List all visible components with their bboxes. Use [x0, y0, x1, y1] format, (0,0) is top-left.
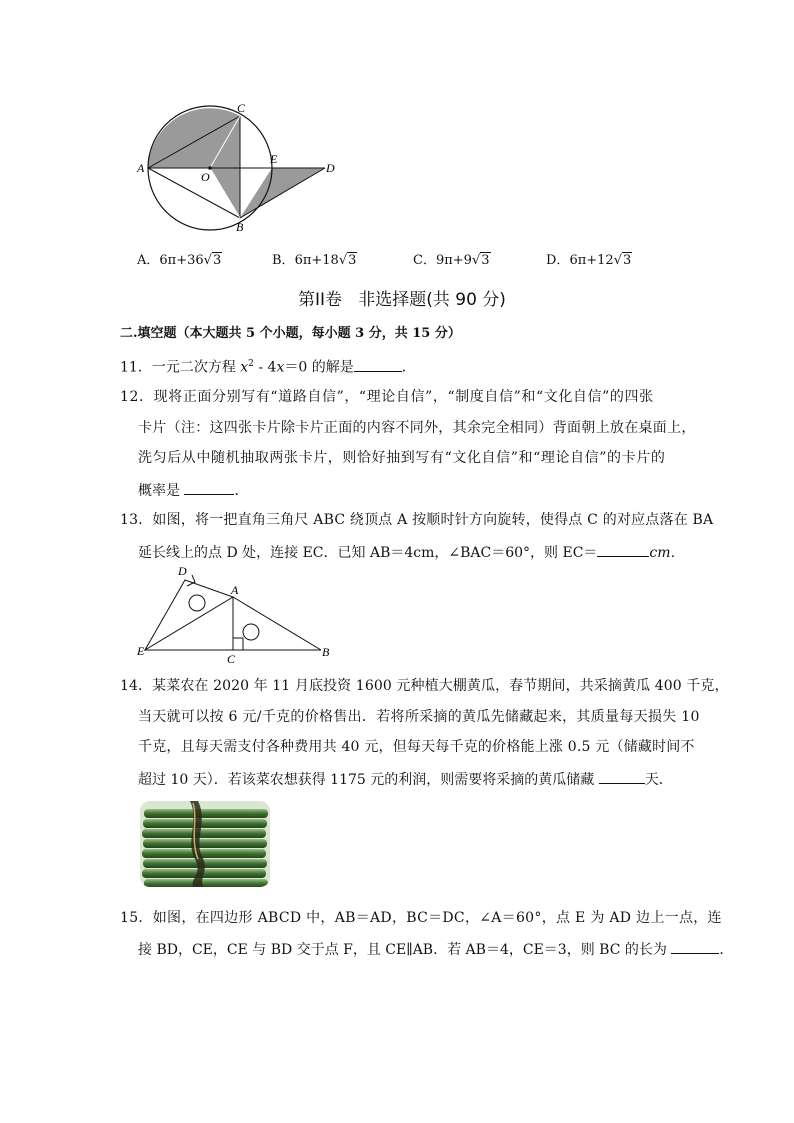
- question-11: 11．一元二次方程 $x^2 - 4x=0$ 的解是 ．: [120, 355, 416, 377]
- option-d: D．6π+12√3: [546, 253, 632, 268]
- label-d: D: [326, 161, 335, 175]
- label-b2: B: [322, 645, 330, 659]
- question-14-line-1: 14．某菜农在 2020 年 11 月底投资 1600 元种植大棚黄瓜，春节期间，共采摘黄瓜 400 千克，: [120, 678, 729, 694]
- question-15-line-2: 接 BD，CE，CE 与 BD 交于点 F，且 CE∥AB．若 AB＝4，CE＝3，则 BC 的长为 ．: [138, 939, 733, 959]
- label-e2: E: [137, 644, 145, 658]
- label-c: C: [237, 101, 246, 115]
- option-b: B．6π+18√3: [272, 253, 357, 268]
- question-14-line-2: 当天就可以按 6 元/千克的价格售出．若将所采摘的黄瓜先储藏起来，其质量每天损失 10: [138, 709, 700, 725]
- label-a2: A: [231, 583, 239, 597]
- question-12-line-3: 洗匀后从中随机抽取两张卡片，则恰好抽到写有“文化自信”和“理论自信”的卡片的: [138, 450, 666, 466]
- option-c: C．9π+9√3: [413, 253, 490, 268]
- answer-blank[interactable]: [671, 939, 719, 954]
- cucumber-photo: [140, 801, 270, 887]
- question-14-line-3: 千克，且每天需支付各种费用共 40 元，但每天每千克的价格能上涨 0.5 元（储藏时间不: [138, 739, 695, 755]
- question-13-line-1: 13．如图，将一把直角三角尺 ABC 绕顶点 A 按顺时针方向旋转，使得点 C 的对应点落在 BA: [120, 512, 714, 528]
- section-header: 二.填空题（本大题共 5 个小题，每小题 3 分，共 15 分）: [120, 326, 461, 341]
- section-title: 第II卷 非选择题(共 90 分): [298, 290, 506, 310]
- circle-figure: [132, 100, 352, 235]
- label-o: O: [201, 170, 210, 184]
- label-d2: D: [178, 564, 187, 578]
- question-13-line-2: 延长线上的点 D 处，连接 EC．已知 AB＝4cm，∠BAC＝60°，则 EC＝ cm．: [138, 542, 685, 562]
- option-a: A．6π+36√3: [137, 253, 222, 268]
- triangle-figure: [135, 562, 335, 667]
- answer-blank[interactable]: [597, 542, 649, 557]
- question-14-line-4: 超过 10 天）．若该菜农想获得 1175 元的利润，则需要将采摘的黄瓜储藏 天．: [138, 769, 673, 789]
- label-a: A: [137, 161, 145, 175]
- answer-blank[interactable]: [354, 357, 402, 372]
- answer-blank[interactable]: [184, 480, 234, 495]
- label-b: B: [236, 220, 244, 234]
- question-15-line-1: 15．如图，在四边形 ABCD 中，AB＝AD，BC＝DC，∠A＝60°，点 E 为 AD 边上一点，连: [120, 910, 722, 926]
- answer-blank[interactable]: [599, 769, 645, 784]
- question-12-line-1: 12．现将正面分别写有“道路自信”，“理论自信”，“制度自信”和“文化自信”的四张: [120, 389, 654, 405]
- question-12-line-4: 概率是 ．: [138, 480, 248, 500]
- question-12-line-2: 卡片（注：这四张卡片除卡片正面的内容不同外，其余完全相同）背面朝上放在桌面上，: [138, 420, 696, 436]
- label-e: E: [270, 152, 278, 166]
- label-c2: C: [227, 652, 236, 666]
